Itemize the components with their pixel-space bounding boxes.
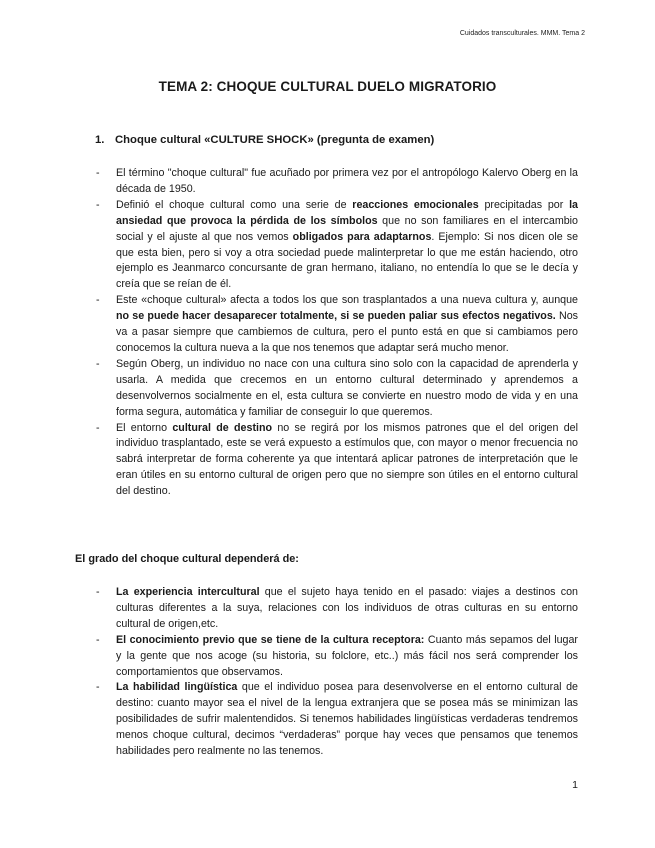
bullet-text: que el sujeto haya tenido en el pasado: viajes a destinos con culturas diferentes a la suya, relaciones con los individuos de otras culturas en su entorno cultural de origen,etc. [116,586,578,630]
list-item [95,585,578,633]
header-note: Cuidados transculturales. MMM. Tema 2 [459,30,585,37]
list-item [95,198,578,293]
bullet-text: no se regirá por los mismos patrones que el del origen del individuo trasplantado, este se verá expuesto a estímulos que, con mayor o menor frecuencia no sabrá interpretar de forma coherente ya que intentará aplicar patrones de interpretación que le eran útiles en su entorno cultural de origen pero que no siempre son útiles en el entorno cultural del destino. [116,421,578,498]
bullet-text: que el individuo posea para desenvolverse en el entorno cultural de destino: cuanto mayor sea el nivel de la lengua extranjera que se posea más se minimizan las posibilidades de sufrir malentendidos. Si tenemos habilidades lingüísticas verdaderas tendremos menos choque cultural, decimos “verdaderas” porque hay veces que pensamos que tenemos habilidades pero realmente no las tenemos. [116,681,578,758]
bold-term: cultural de destino [172,421,273,434]
bold-term: La experiencia intercultural [116,586,260,598]
bold-term: la ansiedad que provoca la pérdida de los símbolos [116,198,578,227]
list-item [95,166,578,198]
bold-term: La habilidad lingüística [116,681,238,694]
section-1-bullet-list [95,166,578,500]
bullet-text: El entorno [116,421,173,434]
bold-term: reacciones emocionales [352,198,479,211]
bullet-text: precipitadas por [478,198,570,211]
bullet-text: Nos va a pasar siempre que cambiemos de cultura, pero el punto está en que si cambiamos pero conocemos la cultura nueva a la que nos tenemos que adaptar será mucho menor. [116,310,578,354]
subsection-heading: El grado del choque cultural dependerá de: [75,553,299,565]
bullet-text: El término "choque cultural" fue acuñado por primera vez por el antropólogo Kalervo Oberg en la década de 1950. [116,167,578,195]
section-heading [95,134,434,146]
bold-term: obligados para adaptarnos [292,230,432,243]
bold-term: no se puede hacer desaparecer totalmente, si se pueden paliar sus efectos negativos. [116,310,556,323]
section-2-bullet-list [95,585,578,760]
page-number: 1 [572,779,578,791]
bullet-text: que no son familiares en el intercambio social y el ajuste al que nos vemos [116,214,578,243]
bullet-text: Según Oberg, un individuo no nace con una cultura sino solo con la capacidad de aprenderla y usarla. A medida que crecemos en un entorno cultural determinado y aprendemos a desenvolvernos socialmente en el, esta cultura se convierte en nuestro modo de vida y en una forma segura, automática y familiar de conseguir lo que queremos. [116,357,578,418]
list-item [95,421,578,501]
list-item [95,357,578,421]
section-heading-text: Choque cultural «CULTURE SHOCK» (pregunta de examen) [115,134,435,146]
page-title: TEMA 2: CHOQUE CULTURAL DUELO MIGRATORIO [158,79,497,94]
list-item [95,680,578,760]
bullet-text: Definió el choque cultural como una serie de [116,198,353,211]
list-item [95,633,578,681]
section-number: 1. [95,134,105,146]
bold-term: El conocimiento previo que se tiene de la cultura receptora: [116,633,425,646]
bullet-text: . Ejemplo: Si nos dicen ole se que esta bien, pero si voy a otra sociedad puede malinterpretar lo que me están haciendo, otro ejemplo es Jeanmarco concursante de gran hermano, italiano, no entendía lo que se le decía y creía que se reían de él. [116,230,579,291]
bullet-text: Este «choque cultural» afecta a todos los que son trasplantados a una nueva cultura y, aunque [116,294,578,307]
bullet-text: Cuanto más sepamos del lugar y la gente que nos acoge (su historia, su folclore, etc..) más fácil nos será comprender los comportamientos que observamos. [116,633,578,678]
list-item [95,293,578,357]
